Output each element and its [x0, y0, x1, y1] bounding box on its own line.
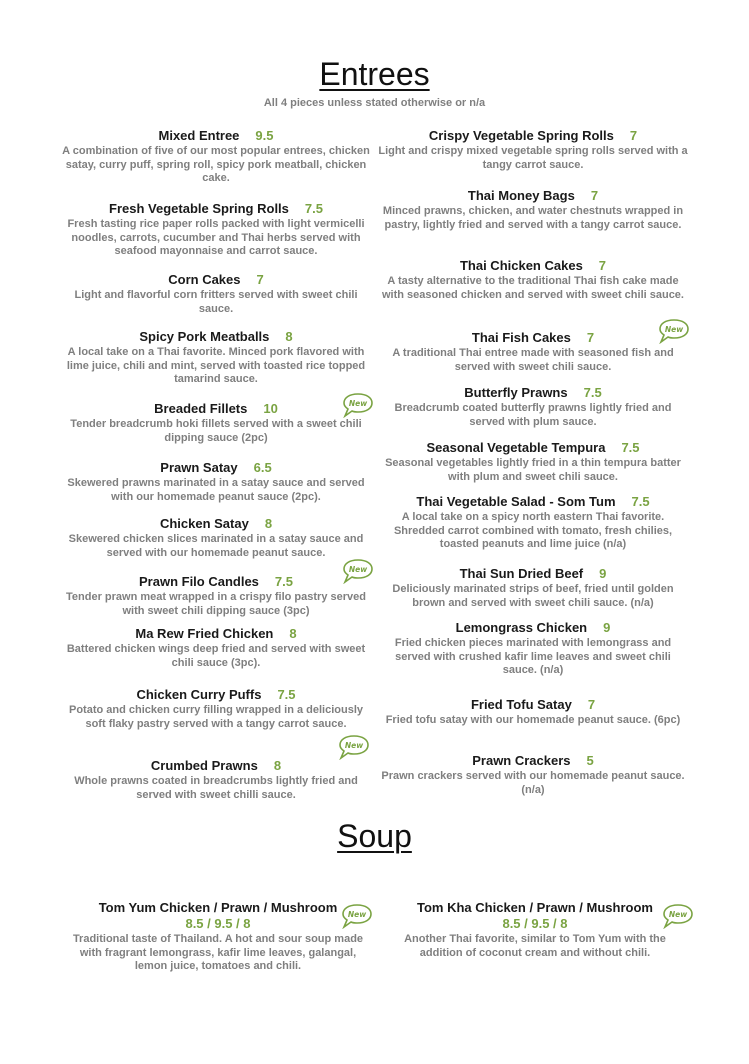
- item-description: Deliciously marinated strips of beef, fried until golden brown and served with sweet chili sauce. (n/a): [392, 583, 674, 609]
- menu-item: [60, 401, 372, 445]
- item-price: 7.5: [631, 494, 650, 509]
- item-description: Breadcrumb coated butterfly prawns lightly fried and served with plum sauce.: [394, 402, 672, 428]
- item-description: A tasty alternative to the traditional Thai fish cake made with seasoned chicken and served with sweet chili sauce.: [381, 275, 684, 301]
- new-badge-icon: [338, 734, 370, 760]
- item-description: Light and crispy mixed vegetable spring rolls served with a tangy carrot sauce.: [378, 145, 688, 171]
- new-badge-label: New: [348, 565, 368, 574]
- menu-item: [378, 753, 688, 797]
- menu-item: [378, 188, 688, 232]
- item-name: Prawn Satay: [160, 460, 238, 475]
- item-price: 5: [586, 753, 594, 768]
- item-name: Tom Kha Chicken / Prawn / Mushroom: [417, 900, 653, 915]
- item-price: 9: [599, 566, 607, 581]
- item-name: Thai Sun Dried Beef: [459, 566, 584, 581]
- new-badge-label: New: [344, 741, 364, 750]
- item-price: 8: [264, 516, 273, 531]
- item-price: 9.5: [255, 128, 274, 143]
- item-name: Lemongrass Chicken: [455, 620, 588, 635]
- menu-item: [378, 258, 688, 302]
- new-badge-label: New: [347, 910, 367, 919]
- menu-item: [378, 620, 688, 678]
- item-description: Battered chicken wings deep fried and served with sweet chili sauce (3pc).: [66, 643, 366, 669]
- new-badge-label: New: [668, 910, 688, 919]
- item-price: 7: [590, 188, 599, 203]
- new-badge-icon: [342, 558, 374, 584]
- item-name: Chicken Satay: [159, 516, 249, 531]
- item-price: 8: [285, 329, 293, 344]
- item-price: 7: [598, 258, 607, 273]
- item-description: Another Thai favorite, similar to Tom Yum with the addition of coconut cream and without chili.: [404, 933, 666, 959]
- item-name: Ma Rew Fried Chicken: [135, 626, 274, 641]
- item-description: Fresh tasting rice paper rolls packed with light vermicelli noodles, carrots, cucumber and Thai herbs served with seafood mayonnaise and carrot sauce.: [67, 218, 365, 257]
- menu-item: [60, 272, 372, 316]
- item-name: Crispy Vegetable Spring Rolls: [428, 128, 614, 143]
- item-price: 7.5: [621, 440, 640, 455]
- menu-item: [60, 516, 372, 560]
- item-price: 7: [256, 272, 264, 287]
- item-name: Thai Fish Cakes: [471, 330, 571, 345]
- menu-item: [70, 900, 366, 974]
- soup-heading: Soup: [337, 818, 412, 854]
- menu-item: [378, 566, 688, 610]
- entrees-subtitle: All 4 pieces unless stated otherwise or n/a: [263, 97, 486, 109]
- item-description: Light and flavorful corn fritters served with sweet chili sauce.: [74, 289, 358, 315]
- item-name: Tom Yum Chicken / Prawn / Mushroom: [98, 900, 338, 915]
- new-badge-icon: [341, 903, 373, 929]
- item-description: Whole prawns coated in breadcrumbs lightly fried and served with sweet chilli sauce.: [74, 775, 358, 801]
- new-badge-icon: [342, 392, 374, 418]
- item-name: Butterfly Prawns: [464, 385, 568, 400]
- item-name: Chicken Curry Puffs: [136, 687, 262, 702]
- item-description: Seasonal vegetables lightly fried in a thin tempura batter with plum and sweet chili sauce.: [385, 457, 681, 483]
- item-description: Minced prawns, chicken, and water chestnuts wrapped in pastry, lightly fried and served with a tangy carrot sauce.: [382, 205, 684, 231]
- menu-item: [60, 329, 372, 387]
- item-price: 8.5 / 9.5 / 8: [502, 916, 568, 931]
- item-price: 8: [289, 626, 297, 641]
- menu-item: [378, 494, 688, 552]
- item-description: Fried chicken pieces marinated with lemongrass and served with crushed kafir lime leaves and sweet chili sauce. (n/a): [394, 637, 672, 676]
- menu-item: [378, 385, 688, 429]
- item-name: Thai Vegetable Salad - Som Tum: [416, 494, 616, 509]
- item-price: 6.5: [253, 460, 272, 475]
- item-name: Prawn Filo Candles: [139, 574, 259, 589]
- item-description: Tender prawn meat wrapped in a crispy filo pastry served with sweet chili dipping sauce (3pc): [66, 591, 366, 617]
- menu-item: [385, 900, 688, 960]
- item-price: 8: [273, 758, 282, 773]
- item-name: Spicy Pork Meatballs: [139, 329, 270, 344]
- menu-item: [60, 574, 372, 618]
- item-name: Thai Chicken Cakes: [459, 258, 583, 273]
- item-price: 10: [263, 401, 278, 416]
- menu-item: [60, 687, 372, 731]
- item-description: Skewered prawns marinated in a satay sauce and served with our homemade peanut sauce (2pc).: [67, 477, 365, 503]
- item-price: 7.5: [274, 574, 293, 589]
- item-price: 7: [587, 697, 596, 712]
- menu-item: [378, 330, 688, 374]
- menu-item: [60, 626, 372, 670]
- entrees-heading: Entrees: [319, 56, 430, 92]
- item-description: Prawn crackers served with our homemade peanut sauce. (n/a): [381, 770, 685, 796]
- item-name: Seasonal Vegetable Tempura: [426, 440, 606, 455]
- item-price: 8.5 / 9.5 / 8: [185, 916, 251, 931]
- item-name: Mixed Entree: [158, 128, 240, 143]
- item-price: 7.5: [304, 201, 323, 216]
- new-badge-icon: [662, 903, 694, 929]
- item-price: 7.5: [583, 385, 602, 400]
- item-price: 7.5: [277, 687, 296, 702]
- item-description: Fried tofu satay with our homemade peanut sauce. (6pc): [385, 714, 681, 726]
- item-description: Traditional taste of Thailand. A hot and sour soup made with fragrant lemongrass, kafir lime leaves, galangal, lemon juice, tomatoes and chili.: [72, 933, 364, 972]
- item-description: A local take on a spicy north eastern Thai favorite. Shredded carrot combined with tomato, fresh chilies, toasted peanuts and lime juice (n/a): [393, 511, 673, 550]
- item-name: Breaded Fillets: [154, 401, 248, 416]
- menu-item: [378, 128, 688, 172]
- item-name: Fried Tofu Satay: [470, 697, 572, 712]
- menu-item: [60, 128, 372, 186]
- menu-item: [60, 460, 372, 504]
- new-badge-label: New: [664, 325, 684, 334]
- item-name: Crumbed Prawns: [150, 758, 258, 773]
- menu-item: [378, 440, 688, 484]
- item-name: Thai Money Bags: [467, 188, 575, 203]
- menu-item: [60, 758, 372, 802]
- item-description: Tender breadcrumb hoki fillets served with a sweet chili dipping sauce (2pc): [70, 418, 362, 444]
- item-description: Potato and chicken curry filling wrapped in a deliciously soft flaky pastry served with a tangy carrot sauce.: [68, 704, 363, 730]
- new-badge-icon: [658, 318, 690, 344]
- item-name: Corn Cakes: [168, 272, 241, 287]
- item-description: Skewered chicken slices marinated in a satay sauce and served with our homemade peanut sauce.: [68, 533, 364, 559]
- item-description: A local take on a Thai favorite. Minced pork flavored with lime juice, chili and mint, served with toasted rice topped tamarind sauce.: [66, 346, 366, 385]
- item-price: 7: [629, 128, 638, 143]
- item-price: 7: [586, 330, 595, 345]
- new-badge-label: New: [348, 399, 368, 408]
- item-description: A traditional Thai entree made with seasoned fish and served with sweet chili sauce.: [392, 347, 674, 373]
- item-description: A combination of five of our most popular entrees, chicken satay, curry puff, spring roll, spicy pork meatball, chicken cake.: [62, 145, 370, 184]
- menu-item: [378, 697, 688, 728]
- item-price: 9: [603, 620, 611, 635]
- item-name: Fresh Vegetable Spring Rolls: [109, 201, 289, 216]
- menu-item: [60, 201, 372, 259]
- item-name: Prawn Crackers: [472, 753, 571, 768]
